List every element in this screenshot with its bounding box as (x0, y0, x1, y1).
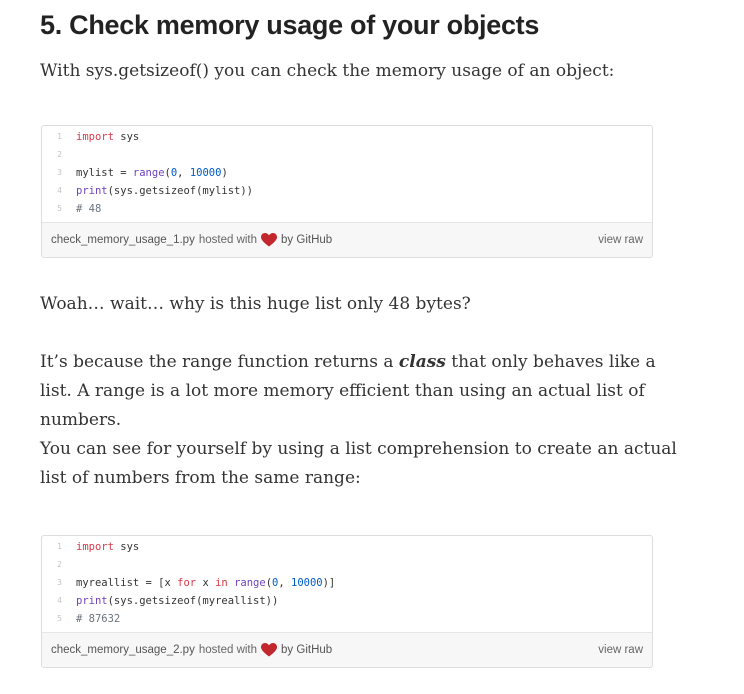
intro-paragraph: With sys.getsizeof() you can check the memory usage of an object: (40, 61, 615, 81)
line-number: 2 (57, 150, 62, 159)
line-number: 5 (57, 204, 62, 213)
gist-filename-link[interactable]: check_memory_usage_2.py (51, 644, 195, 656)
line-number: 4 (57, 596, 62, 605)
github-link[interactable]: by GitHub (281, 234, 333, 246)
because-paragraph (40, 348, 680, 435)
section-heading: 5. Check memory usage of your objects (40, 10, 540, 40)
code-block (42, 536, 652, 632)
code-text: mylist = range(0, 10000) (76, 167, 228, 179)
code-line (42, 128, 652, 146)
because-text-start: It’s because the range function returns a (40, 352, 399, 372)
line-number: 5 (57, 614, 62, 623)
heart-icon (261, 643, 277, 657)
view-raw-link[interactable]: view raw (598, 644, 643, 656)
code-line (42, 556, 652, 574)
line-number: 1 (57, 132, 62, 141)
hosted-with-text: hosted with (198, 644, 258, 656)
line-number: 3 (57, 578, 62, 587)
woah-paragraph: Woah… wait… why is this huge list only 48 bytes? (40, 294, 471, 314)
class-emphasis: class (398, 352, 446, 372)
gist-meta-bar (42, 222, 652, 257)
view-raw-link[interactable]: view raw (598, 234, 643, 246)
line-number: 1 (57, 542, 62, 551)
code-line (42, 574, 652, 592)
code-block (42, 126, 652, 222)
github-link[interactable]: by GitHub (281, 644, 333, 656)
gist-embed-2 (41, 535, 653, 668)
code-line (42, 200, 652, 218)
code-line (42, 146, 652, 164)
because-text-end: that only behaves like a list. A range is a lot more memory efficient than using an actual list of numbers. (40, 352, 656, 430)
code-line (42, 610, 652, 628)
see-paragraph: You can see for yourself by using a list comprehension to create an actual list of numbers from the same range: (40, 439, 677, 488)
code-text: print(sys.getsizeof(mylist)) (76, 185, 254, 197)
code-line (42, 538, 652, 556)
line-number: 2 (57, 560, 62, 569)
heart-icon (261, 233, 277, 247)
line-number: 4 (57, 186, 62, 195)
gist-meta-bar (42, 632, 652, 667)
gist-filename-link[interactable]: check_memory_usage_1.py (51, 234, 195, 246)
code-text: import sys (76, 541, 140, 553)
code-line (42, 182, 652, 200)
code-text: # 87632 (76, 613, 121, 625)
code-line (42, 592, 652, 610)
hosted-with-text: hosted with (198, 234, 258, 246)
code-text: print(sys.getsizeof(myreallist)) (76, 595, 279, 607)
code-text: import sys (76, 131, 140, 143)
code-text: myreallist = [x for x in range(0, 10000)] (76, 577, 336, 589)
gist-embed-1 (41, 125, 653, 258)
code-text: # 48 (76, 203, 102, 215)
code-line (42, 164, 652, 182)
line-number: 3 (57, 168, 62, 177)
